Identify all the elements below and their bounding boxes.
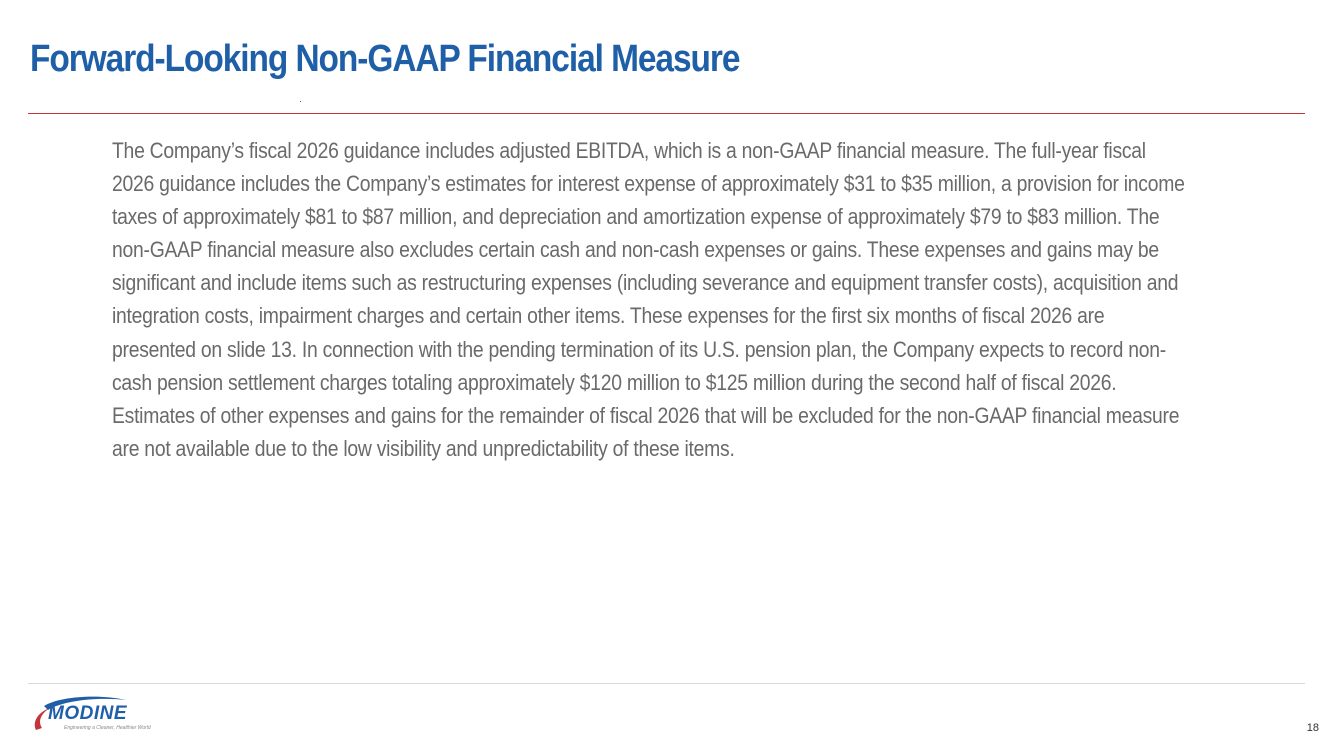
modine-logo xyxy=(30,694,160,738)
logo-tagline: Engineering a Cleaner, Healthier World xyxy=(64,725,151,731)
logo-wordmark: MODINE xyxy=(48,703,127,724)
slide-title: Forward-Looking Non-GAAP Financial Measure xyxy=(30,38,740,80)
body-paragraph: The Company’s fiscal 2026 guidance includes adjusted EBITDA, which is a non-GAAP financial measure. The full-year fiscal 2026 guidance includes the Company’s estimates for interest expense of approximately $31 to $35 million, a provision for income taxes of approximately $81 to $87 million, and depreciation and amortization expense of approximately $79 to $83 million. The non-GAAP financial measure also excludes certain cash and non-cash expenses or gains. These expenses and gains may be significant and include items such as restructuring expenses (including severance and equipment transfer costs), acquisition and integration costs, impairment charges and certain other items. These expenses for the first six months of fiscal 2026 are presented on slide 13. In connection with the pending termination of its U.S. pension plan, the Company expects to record non-cash pension settlement charges totaling approximately $120 million to $125 million during the second half of fiscal 2026. Estimates of other expenses and gains for the remainder of fiscal 2026 that will be excluded for the non-GAAP financial measure are not available due to the low visibility and unpredictability of these items. xyxy=(112,138,1185,461)
title-divider xyxy=(28,113,1305,114)
footer-divider xyxy=(28,683,1305,684)
decorative-dot xyxy=(300,101,301,102)
page-number: 18 xyxy=(1306,722,1319,734)
